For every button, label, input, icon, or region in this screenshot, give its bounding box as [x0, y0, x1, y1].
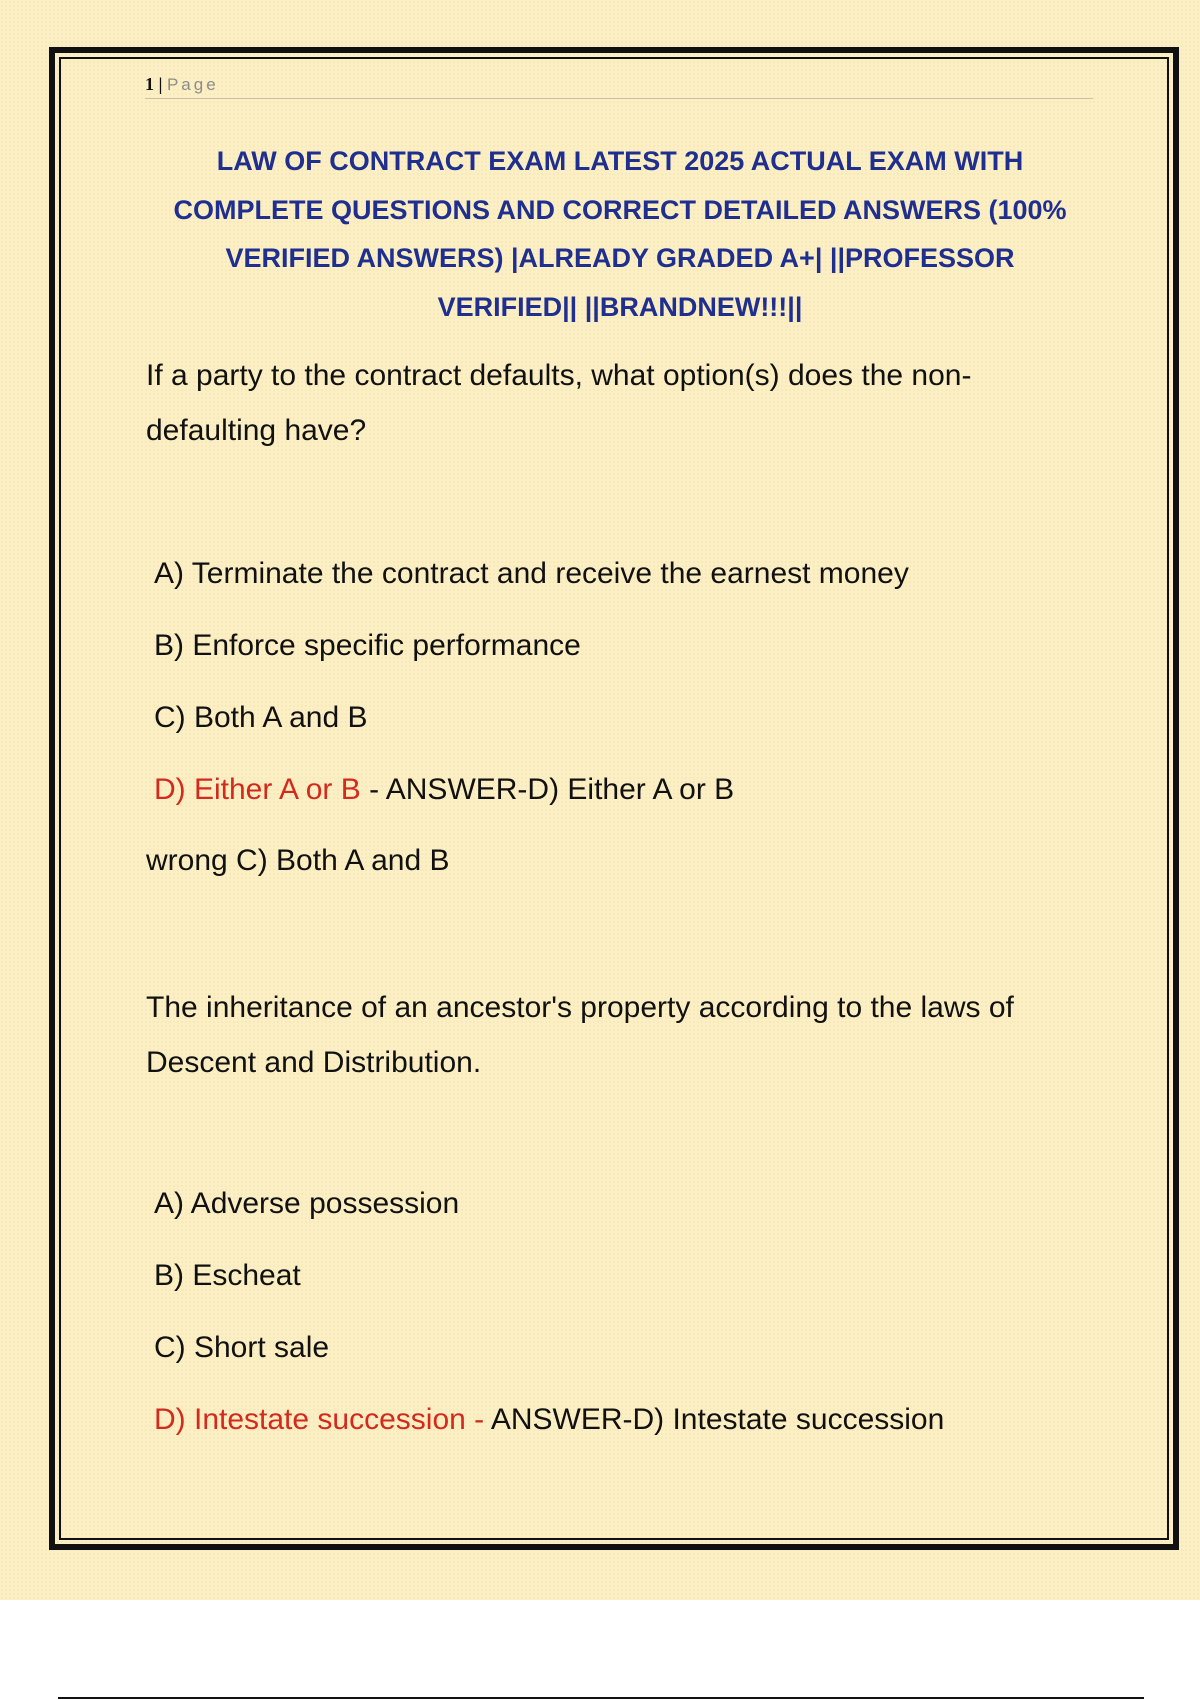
title-line: LAW OF CONTRACT EXAM LATEST 2025 ACTUAL EXAM WITH — [216, 146, 1024, 176]
footer-divider — [58, 1697, 1144, 1699]
document-title — [140, 137, 1100, 331]
answer-label: ANSWER-D) Intestate succession — [484, 1403, 945, 1436]
answer-label: - ANSWER-D) Either A or B — [360, 773, 735, 806]
question-1-option-b: B) Enforce specific performance — [154, 629, 581, 662]
page-separator: | — [158, 74, 163, 94]
correct-option: D) Intestate succession - — [154, 1403, 485, 1436]
question-line: defaulting have? — [146, 414, 367, 447]
correct-option: D) Either A or B — [154, 773, 361, 806]
question-2-option-b: B) Escheat — [154, 1259, 301, 1292]
question-line: Descent and Distribution. — [146, 1046, 482, 1079]
question-1-text — [146, 348, 971, 458]
title-line: VERIFIED ANSWERS) |ALREADY GRADED A+| ||PROFESSOR — [225, 243, 1015, 273]
question-1-option-c: C) Both A and B — [154, 701, 368, 734]
title-line: COMPLETE QUESTIONS AND CORRECT DETAILED ANSWERS (100% — [173, 194, 1067, 225]
question-1-note: wrong C) Both A and B — [146, 844, 450, 877]
page-header — [145, 74, 1093, 99]
question-2-option-a: A) Adverse possession — [154, 1187, 460, 1220]
page-label: Page — [166, 75, 219, 94]
question-1-answer — [154, 773, 734, 807]
title-line: VERIFIED|| ||BRANDNEW!!!|| — [437, 291, 803, 322]
question-1-option-a: A) Terminate the contract and receive the earnest money — [154, 557, 909, 590]
question-2-option-c: C) Short sale — [154, 1331, 330, 1364]
page-number: 1 — [145, 74, 154, 94]
question-line: If a party to the contract defaults, what option(s) does the non- — [146, 359, 972, 392]
question-2-text — [146, 980, 1014, 1090]
question-2-answer — [154, 1403, 944, 1437]
question-line: The inheritance of an ancestor's property according to the laws of — [146, 991, 1014, 1024]
